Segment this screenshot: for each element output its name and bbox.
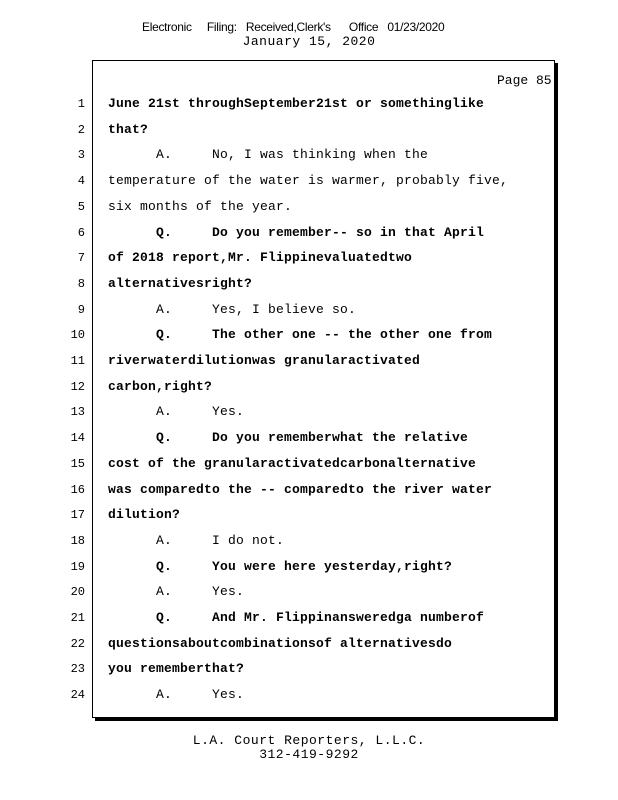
line-number: 5 bbox=[77, 199, 85, 214]
transcript-line: Q. And Mr. Flippinansweredga numberof bbox=[108, 610, 485, 625]
transcript-line: dilution? bbox=[108, 507, 181, 523]
line-number: 24 bbox=[70, 688, 85, 703]
line-number: 23 bbox=[70, 662, 85, 677]
line-number: 3 bbox=[77, 148, 85, 163]
line-number: 13 bbox=[70, 405, 85, 420]
transcript-line: you rememberthat? bbox=[108, 661, 245, 677]
line-number: 14 bbox=[70, 431, 85, 446]
line-number: 17 bbox=[70, 508, 85, 523]
transcript-line: carbon,right? bbox=[108, 378, 213, 394]
reporter-company: L.A. Court Reporters, L.L.C. bbox=[192, 733, 426, 748]
reporter-phone: 312-419-9292 bbox=[259, 747, 359, 762]
transcript-line: Q. The other one -- the other one from bbox=[108, 327, 493, 343]
filing-stamp: Electronic Filing: Received,Clerk's Office 01/23/2020 bbox=[142, 20, 445, 34]
transcript-date: January 15, 2020 bbox=[242, 34, 376, 49]
transcript-line: of 2018 report,Mr. Flippinevaluatedtwo bbox=[108, 250, 413, 266]
line-number: 19 bbox=[70, 559, 85, 574]
transcript-line: that? bbox=[108, 121, 149, 137]
transcript-line: Q. You were here yesterday,right? bbox=[108, 558, 453, 574]
transcript-line: cost of the granularactivatedcarbonalternative bbox=[108, 455, 477, 471]
transcript-line: A. I do not. bbox=[108, 532, 285, 548]
page-number: Page 85 bbox=[497, 73, 552, 88]
transcript-line: was comparedto the -- comparedto the river water bbox=[108, 481, 493, 497]
transcript-line: questionsaboutcombinationsof alternativesdo bbox=[108, 635, 453, 651]
line-number: 22 bbox=[70, 636, 85, 651]
line-number: 8 bbox=[77, 276, 85, 291]
transcript-line: riverwaterdilutionwas granularactivated bbox=[108, 353, 421, 368]
transcript-line: June 21st throughSeptember21st or somethinglike bbox=[108, 96, 485, 111]
line-number: 18 bbox=[70, 533, 85, 548]
line-number: 12 bbox=[70, 379, 85, 394]
line-number: 10 bbox=[70, 328, 85, 343]
transcript-line: A. Yes. bbox=[108, 687, 245, 703]
transcript-line: Q. Do you rememberwhat the relative bbox=[108, 430, 469, 446]
transcript-line: alternativesright? bbox=[108, 275, 253, 291]
line-number: 11 bbox=[70, 354, 85, 368]
transcript-line: temperature of the water is warmer, probably five, bbox=[108, 173, 509, 189]
line-number: 20 bbox=[70, 585, 85, 600]
transcript-line: A. No, I was thinking when the bbox=[108, 147, 429, 163]
transcript-line: six months of the year. bbox=[108, 198, 293, 214]
transcript-line: A. Yes, I believe so. bbox=[108, 301, 357, 317]
line-number: 4 bbox=[77, 174, 85, 189]
line-number: 9 bbox=[77, 302, 85, 317]
transcript-line: Q. Do you remember-- so in that April bbox=[108, 224, 485, 240]
line-number: 7 bbox=[77, 251, 85, 266]
transcript-line: A. Yes. bbox=[108, 404, 245, 420]
line-number: 6 bbox=[77, 225, 85, 240]
transcript-line: A. Yes. bbox=[108, 584, 245, 600]
line-number: 2 bbox=[77, 122, 85, 137]
line-number: 16 bbox=[70, 482, 85, 497]
line-number: 15 bbox=[70, 456, 85, 471]
line-number: 21 bbox=[70, 611, 85, 625]
line-number: 1 bbox=[77, 97, 85, 111]
